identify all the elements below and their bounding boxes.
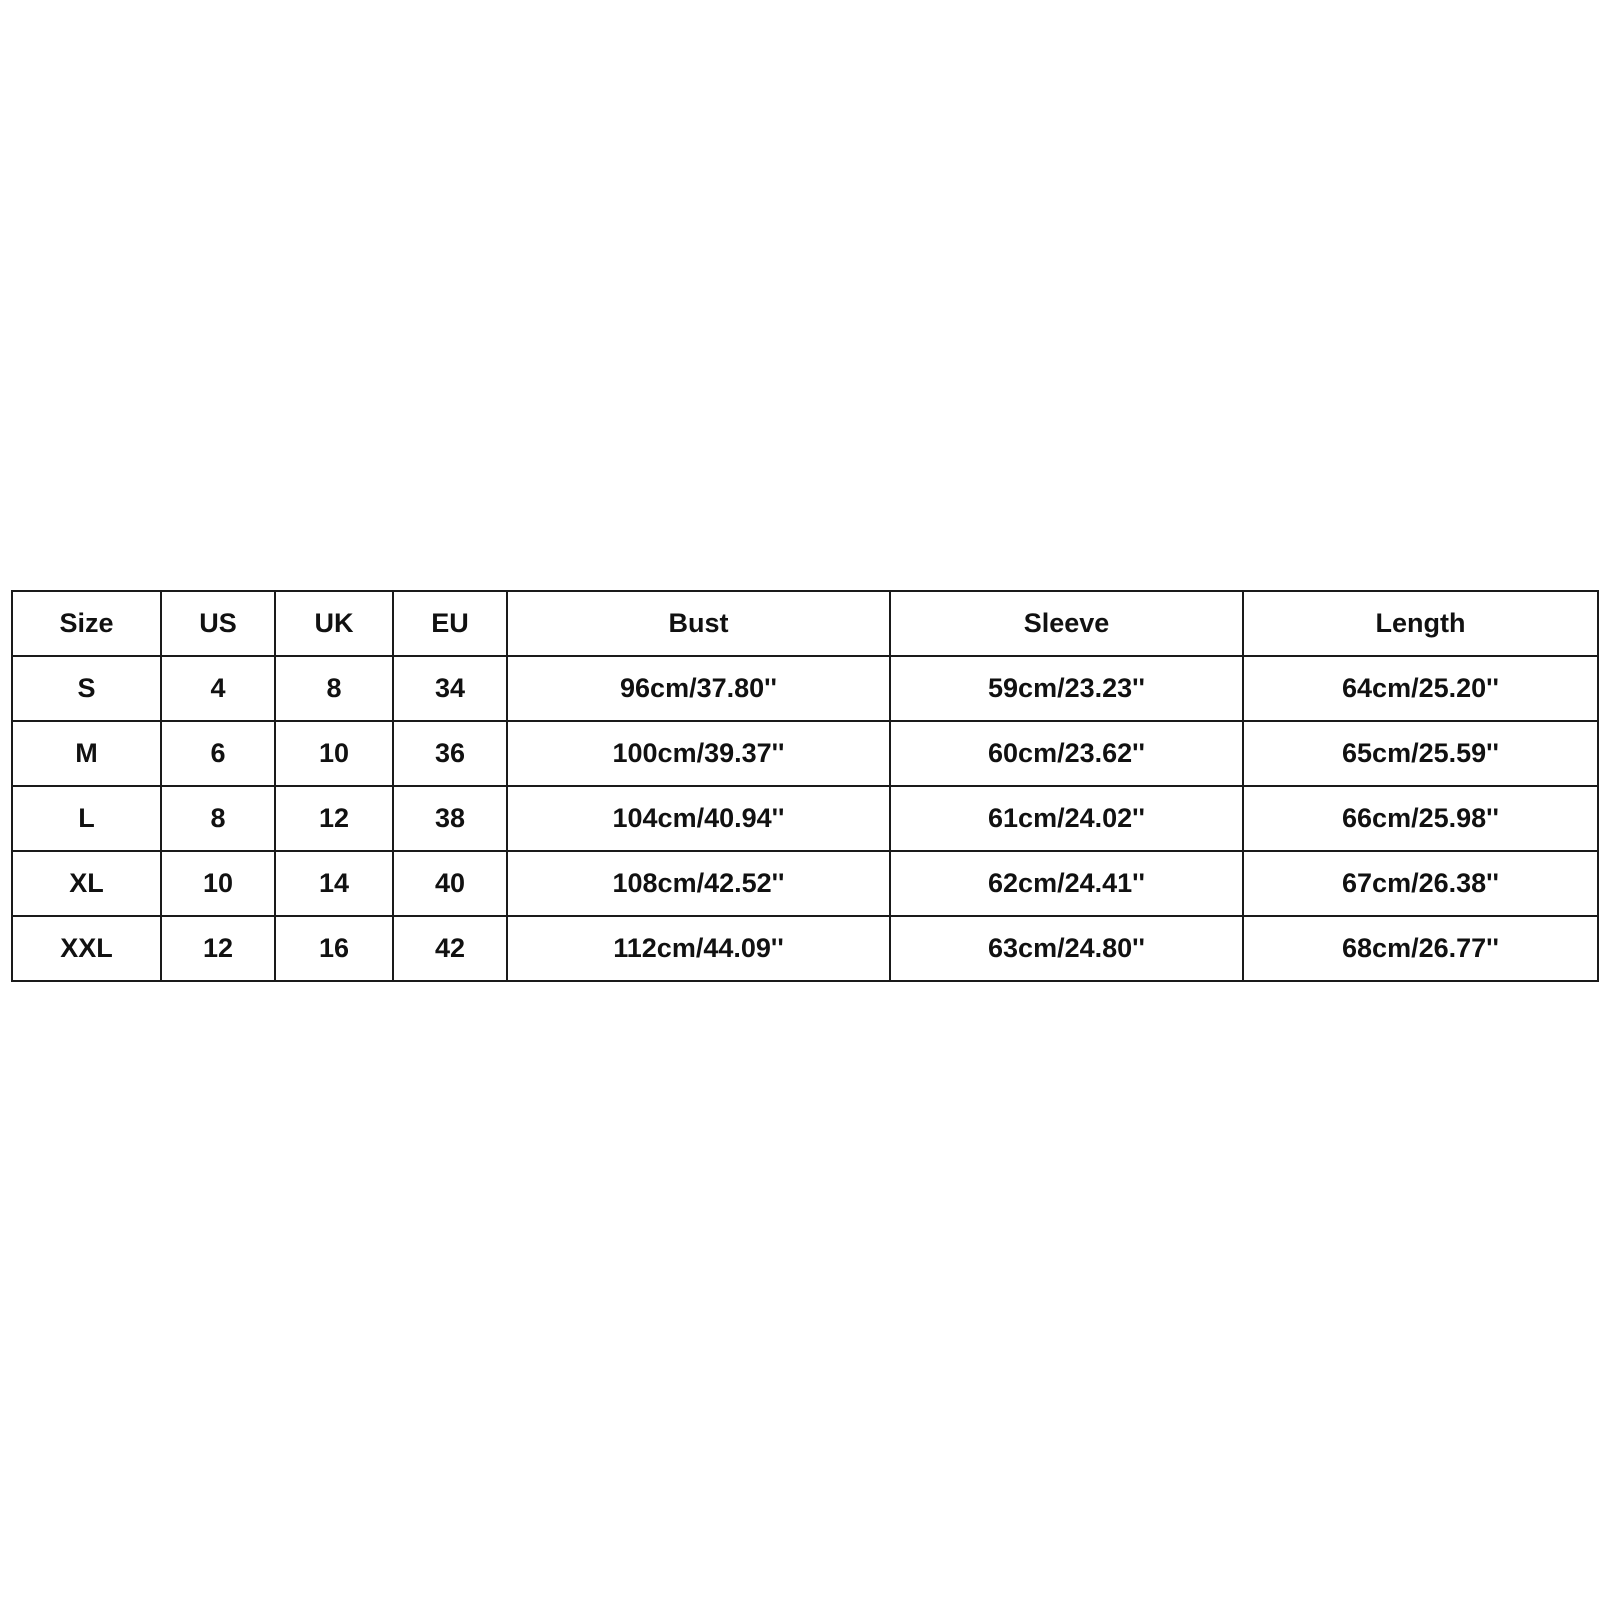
table-row (12, 656, 1598, 721)
header-cell-bust: Bust (507, 591, 890, 656)
table-cell: 112cm/44.09'' (507, 916, 890, 981)
table-cell: 8 (161, 786, 275, 851)
table-row (12, 786, 1598, 851)
header-cell-eu: EU (393, 591, 507, 656)
table-cell: 59cm/23.23'' (890, 656, 1243, 721)
table-cell: 36 (393, 721, 507, 786)
table-cell: 8 (275, 656, 393, 721)
header-cell-size: Size (12, 591, 161, 656)
table-cell: M (12, 721, 161, 786)
table-cell: 16 (275, 916, 393, 981)
size-chart-table (11, 590, 1599, 982)
table-cell: 42 (393, 916, 507, 981)
header-cell-us: US (161, 591, 275, 656)
table-cell: 96cm/37.80'' (507, 656, 890, 721)
table-cell: 68cm/26.77'' (1243, 916, 1598, 981)
header-cell-sleeve: Sleeve (890, 591, 1243, 656)
table-cell: 64cm/25.20'' (1243, 656, 1598, 721)
table-cell: 40 (393, 851, 507, 916)
table-cell: 100cm/39.37'' (507, 721, 890, 786)
table-header-row (12, 591, 1598, 656)
table-row (12, 851, 1598, 916)
table-cell: 12 (275, 786, 393, 851)
table-cell: 108cm/42.52'' (507, 851, 890, 916)
table-cell: 65cm/25.59'' (1243, 721, 1598, 786)
table-cell: 34 (393, 656, 507, 721)
table-row (12, 916, 1598, 981)
table-cell: 6 (161, 721, 275, 786)
table-cell: L (12, 786, 161, 851)
table-cell: XL (12, 851, 161, 916)
table-cell: 12 (161, 916, 275, 981)
table-cell: 63cm/24.80'' (890, 916, 1243, 981)
table-cell: 60cm/23.62'' (890, 721, 1243, 786)
table-cell: 10 (161, 851, 275, 916)
table-cell: S (12, 656, 161, 721)
table-cell: 4 (161, 656, 275, 721)
table-cell: 10 (275, 721, 393, 786)
table-cell: 14 (275, 851, 393, 916)
header-cell-length: Length (1243, 591, 1598, 656)
table-cell: XXL (12, 916, 161, 981)
table-cell: 67cm/26.38'' (1243, 851, 1598, 916)
table-cell: 104cm/40.94'' (507, 786, 890, 851)
table-row (12, 721, 1598, 786)
table-cell: 62cm/24.41'' (890, 851, 1243, 916)
header-cell-uk: UK (275, 591, 393, 656)
table-cell: 38 (393, 786, 507, 851)
table-cell: 61cm/24.02'' (890, 786, 1243, 851)
table-cell: 66cm/25.98'' (1243, 786, 1598, 851)
